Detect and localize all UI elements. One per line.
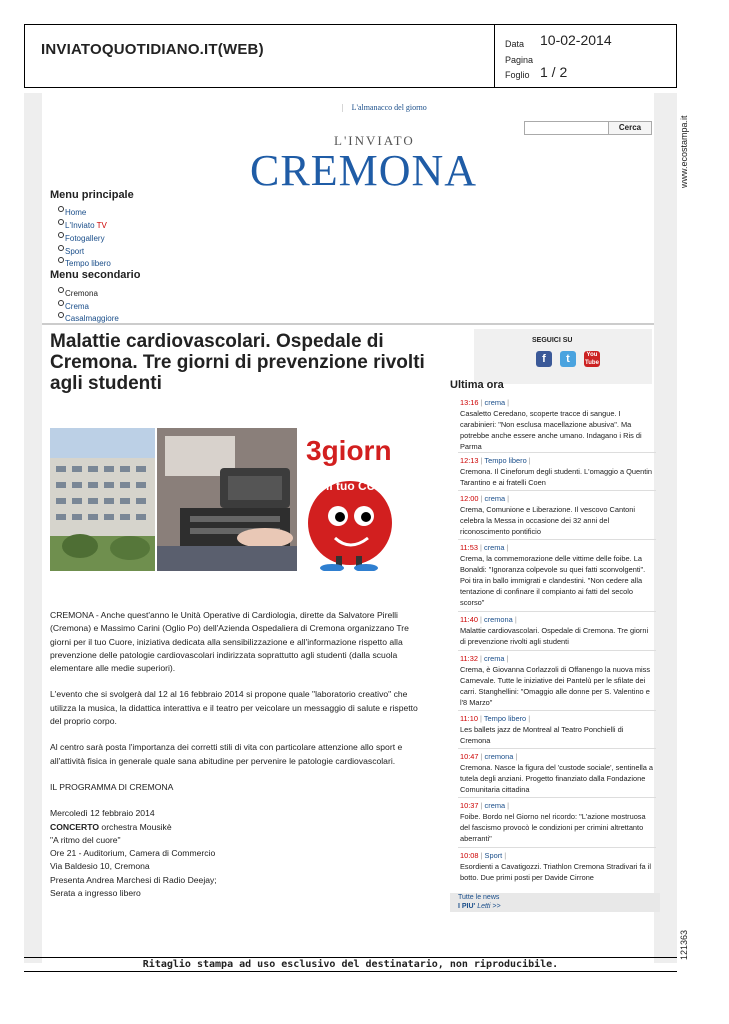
news-text[interactable]: Crema, la commemorazione delle vittime delle foibe. La Bonaldi: "Ignoranza colpevole su quei fatti sconvolgenti". Poi tira in ballo immigrati e clandestini. "Non cedere alla tentazione di confinare il compianto ai fatti del secolo scorso" [460, 554, 646, 607]
news-divider [458, 710, 656, 711]
data-value: 10-02-2014 [540, 32, 612, 48]
program-title: "A ritmo del cuore" [50, 834, 121, 845]
news-text[interactable]: Malattie cardiovascolari. Ospedale di Cremona. Tre giorni di prevenzione rivolti agli studenti [460, 626, 649, 646]
almanac-bar [342, 103, 427, 112]
news-category[interactable]: cremona [484, 615, 513, 624]
news-category[interactable]: cremona [484, 752, 514, 761]
program-time: Ore 21 - Auditorium, Camera di Commercio [50, 848, 216, 859]
program-block [50, 807, 426, 900]
program-orchestra: orchestra Mousikè [99, 821, 172, 832]
news-time: 11:32 [460, 654, 478, 663]
news-category[interactable]: Tempo libero [484, 456, 527, 465]
search-button[interactable]: Cerca [608, 121, 652, 135]
news-separator: | [528, 456, 531, 465]
web-page [42, 93, 654, 963]
news-item[interactable] [460, 542, 654, 608]
bullet-icon [58, 300, 64, 306]
publication-name: INVIATOQUOTIDIANO.IT(WEB) [41, 41, 264, 58]
article-body [50, 609, 426, 913]
news-separator: | [480, 543, 482, 552]
news-separator: | [506, 654, 509, 663]
bullet-icon [58, 245, 64, 251]
photo-text-2: per [360, 465, 379, 479]
program-date: Mercoledì 12 febbraio 2014 [50, 808, 155, 819]
news-time: 11:53 [460, 543, 478, 552]
article-paragraph: CREMONA - Anche quest'anno le Unità Operative di Cardiologia, dirette da Salvatore Pirelli (Cremona) e Massimo Carini (Oglio Po) dell'Azienda Ospedaliera di Cremona organizzano Tre giorni per il tuo Cuore, iniziativa dedicata alla sensibilizzazione e all'informazione rispetto alla prevenzione delle patologie cardiovascolari indirizzata soprattutto agli studenti (dalla scuola elementare alle medie superiori). [50, 610, 409, 674]
article-paragraph: L'evento che si svolgerà dal 12 al 16 febbraio 2014 si propone quale "laboratorio creativo" che utilizza la musica, la didattica interattiva e il teatro per veicolare un messaggio di salute e rispetto del proprio corpo. [50, 689, 418, 727]
news-text[interactable]: Cremona. Nasce la figura del 'custode sociale', sentinella a tutela degli anziani. Progetto finanziato dalla Fondazione Comunitaria cittadina [460, 763, 654, 794]
news-text[interactable]: Cremona. Il Cineforum degli studenti. L'omaggio a Quentin Tarantino e ai fratelli Coen [460, 467, 653, 487]
hospital-building-image [50, 428, 155, 571]
menu-item-cremona[interactable]: Cremona [58, 287, 98, 298]
news-separator: | [480, 456, 483, 465]
heart-mascot-image [299, 428, 412, 571]
news-time: 13:16 [460, 398, 479, 407]
news-separator: | [480, 615, 482, 624]
news-divider [458, 611, 656, 612]
news-category[interactable]: crema [484, 494, 506, 503]
news-separator: | [480, 494, 483, 503]
news-separator: | [507, 398, 510, 407]
data-label: Data [505, 39, 525, 49]
all-news-link[interactable]: Tutte le news [458, 894, 500, 901]
divider [42, 323, 654, 325]
news-divider [458, 748, 656, 749]
social-label: SEGUICI SU [532, 337, 573, 344]
side-site-label: www.ecostampa.it [679, 115, 689, 188]
photo-text-3: il tuo CUO [326, 479, 385, 493]
news-item[interactable] [460, 800, 654, 844]
article-paragraph: Al centro sarà posta l'importanza dei corretti stili di vita con particolare attenzione allo sport e all'attività fisica in generale quale sana abitudine per pervenire le patologie cardiovascolari. [50, 742, 403, 766]
bullet-icon [58, 287, 64, 293]
site-logo[interactable]: CREMONA [250, 146, 478, 195]
news-category[interactable]: crema [484, 398, 506, 407]
news-item[interactable] [460, 397, 654, 452]
bullet-icon [58, 312, 64, 318]
news-separator: | [480, 654, 482, 663]
program-address: Via Baldesio 10, Cremona [50, 861, 150, 872]
tv-link[interactable]: TV [96, 221, 107, 230]
article-photo [50, 428, 412, 571]
news-time: 11:40 [460, 615, 478, 624]
piu-label: I PIU' [458, 903, 476, 910]
logo-small: L'INVIATO [334, 133, 415, 148]
news-time: 10:47 [460, 752, 479, 761]
news-separator: | [480, 801, 483, 810]
almanac-link[interactable]: L'almanacco del giorno [351, 103, 427, 112]
news-separator: | [514, 615, 517, 624]
menu-item-sport[interactable]: Sport [58, 245, 84, 256]
menu-principale-heading: Menu principale [50, 189, 134, 201]
ultrasound-image [157, 428, 297, 571]
news-text[interactable]: Esordienti a Cavatigozzi. Triathlon Cremona Stradivari fa il botto. Due primi posti per Davide Cirrone [460, 862, 652, 882]
menu-item-crema[interactable]: Crema [58, 300, 89, 311]
news-time: 12:00 [460, 494, 479, 503]
menu-item-home[interactable]: Home [58, 206, 86, 217]
news-separator: | [528, 714, 531, 723]
program-concerto: CONCERTO [50, 821, 100, 832]
almanac-separator: | [342, 103, 344, 112]
news-divider [458, 797, 656, 798]
news-divider [458, 452, 656, 453]
news-item[interactable] [460, 653, 654, 708]
news-item[interactable] [460, 614, 654, 647]
bullet-icon [58, 206, 64, 212]
news-item[interactable] [460, 455, 654, 488]
news-item[interactable] [460, 850, 654, 883]
foglio-label: Foglio [505, 70, 530, 80]
bullet-icon [58, 232, 64, 238]
foglio-value: 1 / 2 [540, 64, 568, 80]
clipping-header [24, 24, 677, 88]
photo-text-1: 3giorn [306, 435, 392, 466]
news-separator: | [480, 398, 483, 407]
news-category[interactable]: Sport [484, 851, 503, 860]
news-separator: | [480, 714, 482, 723]
news-item[interactable] [460, 493, 654, 537]
menu-item-fotogallery[interactable]: Fotogallery [58, 232, 105, 243]
program-entry: Serata a ingresso libero [50, 888, 141, 899]
news-text[interactable]: Casaletto Ceredano, scoperte tracce di sangue. I carabinieri: "Non esclusa macellazione abusiva". Ma potrebbe anche essere anche umano. Indagano i Ris di Parma [460, 409, 642, 451]
facebook-icon[interactable]: f [536, 351, 552, 367]
news-divider [458, 847, 656, 848]
bullet-icon [58, 257, 64, 263]
news-separator: | [504, 851, 507, 860]
clipping-meta [494, 25, 679, 87]
ultima-ora-heading: Ultima ora [450, 379, 504, 391]
pagina-label: Pagina [505, 55, 534, 65]
news-item[interactable] [460, 751, 654, 795]
news-divider [458, 650, 656, 651]
news-category[interactable]: crema [484, 543, 505, 552]
news-separator: | [506, 543, 509, 552]
social-box [474, 329, 652, 384]
article-paragraph: IL PROGRAMMA DI CREMONA [50, 781, 174, 792]
news-text[interactable]: Foibe. Bordo nel Giorno nel ricordo: "L'azione mostruosa del fascismo provocò le condizioni per crimini altrettanto aberranti" [460, 812, 646, 843]
more-news-bar [450, 893, 660, 912]
news-text[interactable]: Les ballets jazz de Montreal al Teatro Ponchielli di Cremona [460, 725, 624, 745]
menu-item-inviato[interactable]: L'Inviato TV [58, 219, 107, 230]
news-text[interactable]: Crema, Comunione e Liberazione. Il vescovo Cantoni celebra la Messa in occasione dei 32 anni del riconoscimento pontificio [460, 505, 636, 536]
news-category[interactable]: crema [484, 654, 505, 663]
menu-secondario-heading: Menu secondario [50, 269, 141, 281]
clipping-area [24, 93, 677, 963]
menu-item-casalmaggiore[interactable]: Casalmaggiore [58, 312, 119, 323]
news-divider [458, 490, 656, 491]
news-separator: | [480, 752, 483, 761]
news-time: 11:10 [460, 714, 478, 723]
news-item[interactable] [460, 713, 654, 746]
article-title: Malattie cardiovascolari. Ospedale di Cremona. Tre giorni di prevenzione rivolti agli studenti [50, 331, 425, 394]
news-separator: | [480, 851, 483, 860]
news-time: 12:13 [460, 456, 479, 465]
news-text[interactable]: Crema, è Giovanna Corlazzoli di Offanengo la nuova miss Carnevale. Tutte le iniziative dei Pantelù per le sfilate dei carri. Stanghellini: "Omaggio alle donne per S. Valentino e l'8 Marzo" [460, 665, 651, 707]
news-separator: | [507, 801, 510, 810]
news-category[interactable]: crema [484, 801, 506, 810]
news-separator: | [507, 494, 510, 503]
news-time: 10:37 [460, 801, 479, 810]
youtube-icon[interactable]: You Tube [585, 352, 599, 366]
news-separator: | [515, 752, 518, 761]
menu-item-tempo-libero[interactable]: Tempo libero [58, 257, 111, 268]
bullet-icon [58, 219, 64, 225]
letti-link[interactable]: Letti >> [477, 903, 501, 910]
news-category[interactable]: Tempo libero [483, 714, 527, 723]
program-host: Presenta Andrea Marchesi di Radio Deejay; [50, 874, 217, 885]
clipping-footer: Ritaglio stampa ad uso esclusivo del destinatario, non riproducibile. [24, 957, 677, 972]
news-time: 10:08 [460, 851, 479, 860]
side-code-label: 121363 [679, 929, 689, 960]
twitter-icon[interactable]: t [560, 351, 576, 367]
news-divider [458, 539, 656, 540]
